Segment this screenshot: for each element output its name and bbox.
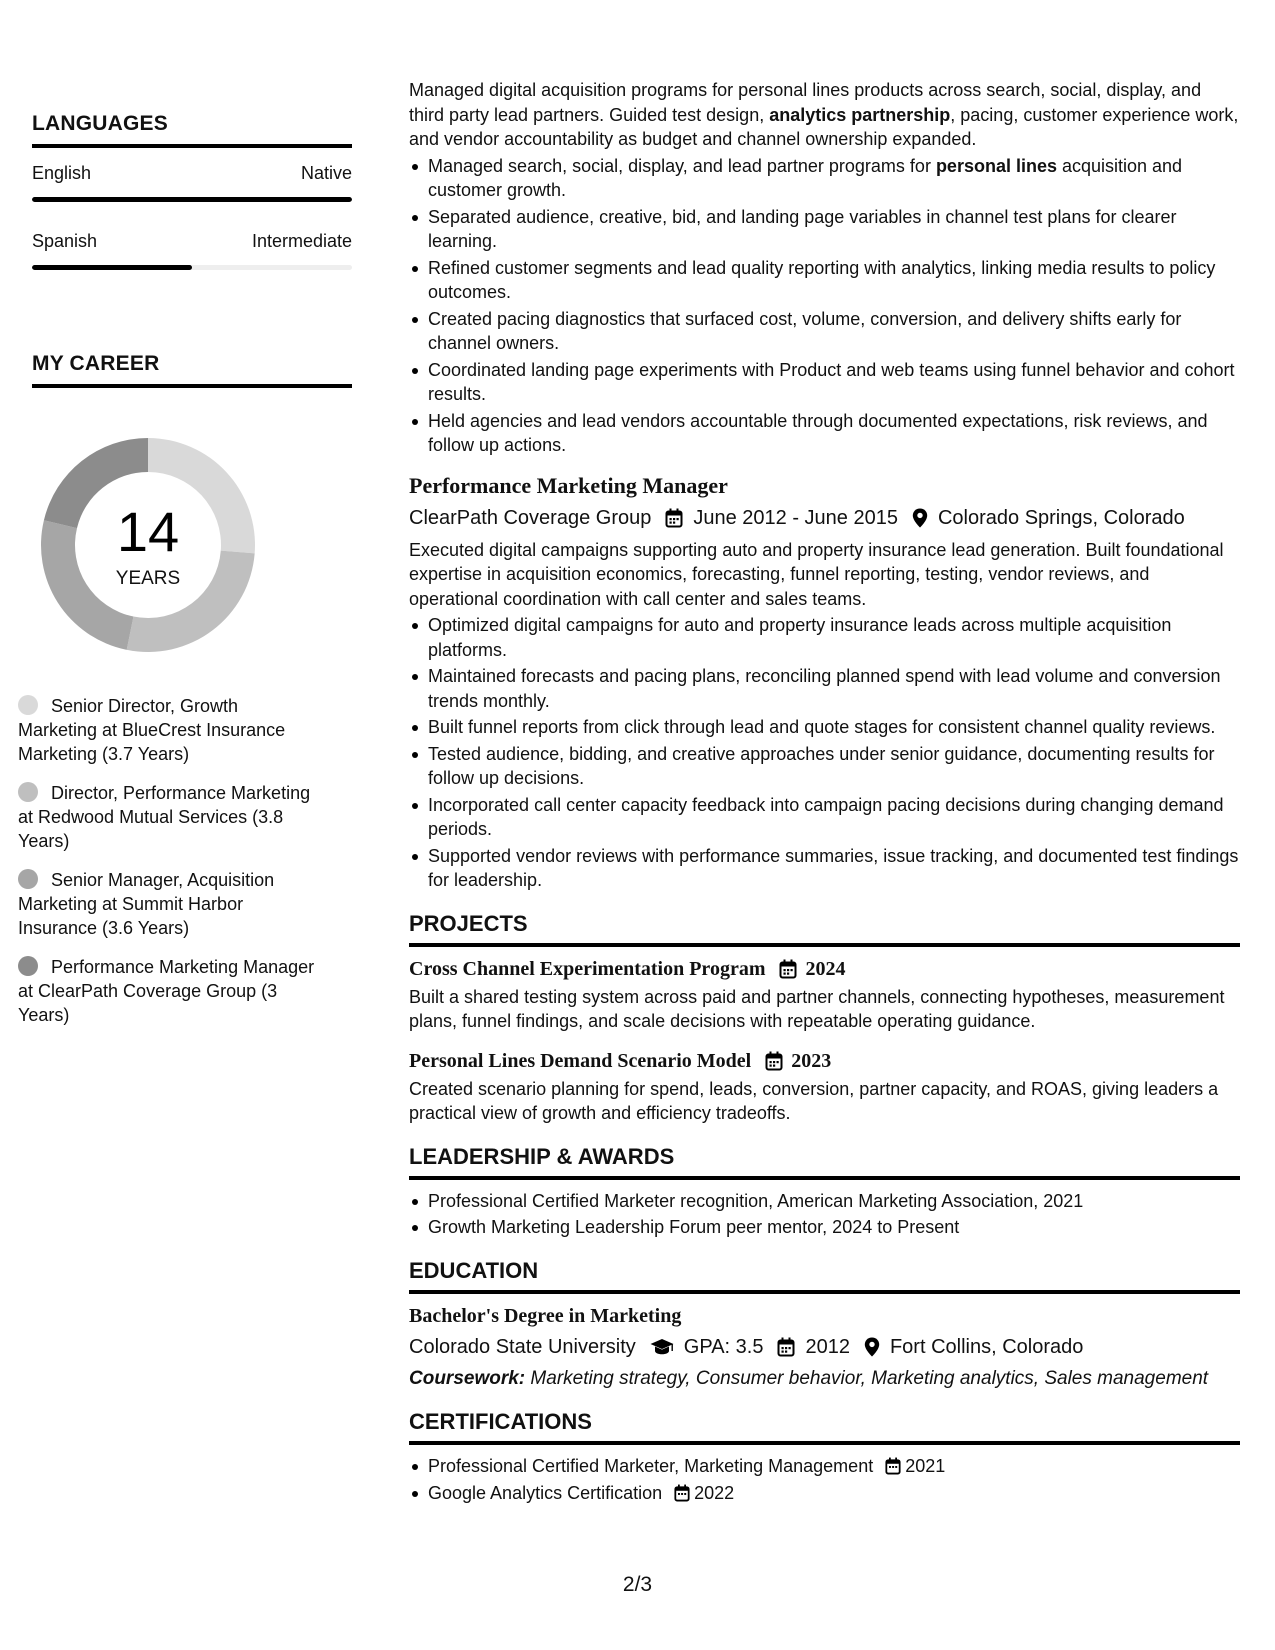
legend-dot	[18, 782, 38, 802]
job-summary: Executed digital campaigns supporting auto and property insurance lead generation. Built foundational expertise in acquisition economics, forecasting, funnel reporting, testing, vendor reviews, and operational coordination with call center and sales teams.	[409, 539, 1224, 609]
coursework-label: Coursework:	[409, 1367, 526, 1389]
legend-dot	[18, 695, 38, 715]
bullet-text: acquisition and customer growth.	[428, 155, 1183, 200]
map-pin-icon	[864, 1337, 880, 1357]
language-name: Spanish	[32, 231, 98, 251]
career-heading: MY CAREER	[32, 352, 352, 388]
career-role-text: Senior Director, Growth Marketing at BlueCrest Insurance Marketing (3.7 Years)	[18, 696, 286, 764]
graduation-cap-icon	[650, 1338, 674, 1356]
bullet-item: Growth Marketing Leadership Forum peer mentor, 2024 to Present	[409, 1215, 1240, 1240]
bullet-item: Built funnel reports from click through lead and quote stages for consistent channel quality reviews.	[409, 715, 1240, 740]
certification-name: Google Analytics Certification	[428, 1482, 663, 1503]
summary-text: Managed digital acquisition programs for personal lines products across search, social, display, and third party lead partners. Guided test design,	[409, 80, 1202, 125]
project-title-row	[409, 956, 1240, 982]
language-bar-spanish	[32, 265, 352, 270]
bullet-item: Coordinated landing page experiments with Product and web teams using funnel behavior and cohort results.	[409, 358, 1240, 407]
project-description: Built a shared testing system across paid and partner channels, connecting hypotheses, measurement plans, funnel findings, and scale decisions with repeatable operating guidance.	[409, 986, 1225, 1031]
career-donut-chart	[35, 432, 261, 658]
map-pin-icon	[912, 508, 928, 528]
project-title: Cross Channel Experimentation Program	[409, 957, 766, 980]
career-role-text: Performance Marketing Manager at ClearPath Coverage Group (3 Years)	[18, 957, 315, 1025]
career-years-number: 14	[116, 500, 180, 563]
bullet-item: Maintained forecasts and pacing plans, reconciling planned spend with lead volume and conversion trends monthly.	[409, 664, 1240, 713]
calendar-icon	[885, 1457, 901, 1475]
career-role-item	[18, 955, 318, 1027]
leadership-heading: LEADERSHIP & AWARDS	[409, 1144, 1240, 1180]
languages-heading: LANGUAGES	[32, 112, 352, 148]
job-dates: June 2012 - June 2015	[693, 506, 898, 529]
certification-year: 2021	[905, 1456, 946, 1476]
donut-segment	[127, 551, 255, 652]
job-summary	[409, 78, 1240, 152]
legend-dot	[18, 956, 38, 976]
language-name: English	[32, 163, 92, 183]
language-level: Native	[300, 163, 352, 183]
bullet-item: Held agencies and lead vendors accountable through documented expectations, risk reviews, and follow up actions.	[409, 409, 1240, 458]
bullet-item: Supported vendor reviews with performance summaries, issue tracking, and documented test findings for leadership.	[409, 844, 1240, 893]
coursework	[409, 1367, 1240, 1392]
calendar-icon	[765, 1051, 783, 1071]
company-name: ClearPath Coverage Group	[409, 506, 652, 529]
project-year: 2024	[805, 957, 846, 980]
career-role-text: Senior Manager, Acquisition Marketing at Summit Harbor Insurance (3.6 Years)	[18, 870, 275, 938]
summary-text: , pacing, customer experience work, and vendor accountability as budget and channel ownership expanded.	[409, 104, 1239, 149]
bullet-item: Refined customer segments and lead quality reporting with analytics, linking media results to policy outcomes.	[409, 256, 1240, 305]
calendar-icon	[674, 1484, 690, 1502]
job-title: Performance Marketing Manager	[409, 472, 728, 498]
language-level: Intermediate	[251, 231, 352, 251]
project-title: Personal Lines Demand Scenario Model	[409, 1049, 752, 1072]
bullet-item: Professional Certified Marketer recognition, American Marketing Association, 2021	[409, 1189, 1240, 1214]
career-role-item	[18, 781, 318, 853]
certification-name: Professional Certified Marketer, Marketing Management	[428, 1456, 874, 1476]
language-bar-english	[32, 197, 352, 202]
job-bullets	[409, 154, 1240, 458]
career-role-item	[18, 694, 318, 766]
right-column	[409, 78, 1240, 1507]
language-row-english	[32, 163, 352, 184]
career-role-text: Director, Performance Marketing at Redwood Mutual Services (3.8 Years)	[18, 783, 311, 851]
job-bullets	[409, 613, 1240, 893]
job-meta	[409, 504, 1240, 532]
certifications-heading: CERTIFICATIONS	[409, 1409, 1240, 1445]
school-name: Colorado State University	[409, 1335, 636, 1358]
page-number: 2/3	[622, 1573, 653, 1596]
certification-item	[409, 1481, 1240, 1506]
career-role-item	[18, 868, 318, 940]
legend-dot	[18, 869, 38, 889]
career-years-label: YEARS	[115, 568, 181, 589]
education-meta	[409, 1333, 1240, 1361]
bullet-item	[409, 154, 1240, 203]
language-bar-fill	[32, 197, 352, 202]
degree-title: Bachelor's Degree in Marketing	[409, 1304, 682, 1327]
project-title-row	[409, 1048, 1240, 1074]
bullet-item: Incorporated call center capacity feedback into campaign pacing decisions during changing demand periods.	[409, 793, 1240, 842]
gpa: GPA: 3.5	[683, 1335, 764, 1358]
summary-bold: analytics partnership	[769, 104, 951, 125]
calendar-icon	[779, 959, 797, 979]
coursework-text: Marketing strategy, Consumer behavior, Marketing analytics, Sales management	[525, 1367, 1209, 1389]
certification-item	[409, 1454, 1240, 1479]
certification-year: 2022	[694, 1482, 735, 1503]
graduation-year: 2012	[805, 1335, 850, 1358]
project-description: Created scenario planning for spend, leads, conversion, partner capacity, and ROAS, giving leaders a practical view of growth and efficiency tradeoffs.	[409, 1078, 1219, 1123]
calendar-icon	[777, 1337, 795, 1357]
language-row-spanish	[32, 231, 352, 252]
project-year: 2023	[791, 1049, 832, 1072]
leadership-list	[409, 1189, 1240, 1240]
bullet-text: Managed search, social, display, and lead partner programs for	[428, 155, 936, 176]
bullet-item: Optimized digital campaigns for auto and property insurance leads across multiple acquisition platforms.	[409, 613, 1240, 662]
language-bar-fill	[32, 265, 192, 270]
education-heading: EDUCATION	[409, 1258, 1240, 1294]
certifications-list	[409, 1454, 1240, 1505]
calendar-icon	[665, 508, 683, 528]
bullet-item: Tested audience, bidding, and creative approaches under senior guidance, documenting results for follow up decisions.	[409, 742, 1240, 791]
bullet-item: Separated audience, creative, bid, and landing page variables in channel test plans for clearer learning.	[409, 205, 1240, 254]
projects-heading: PROJECTS	[409, 911, 1240, 947]
bullet-item: Created pacing diagnostics that surfaced cost, volume, conversion, and delivery shifts early for channel owners.	[409, 307, 1240, 356]
bullet-bold: personal lines	[935, 155, 1057, 176]
school-location: Fort Collins, Colorado	[889, 1335, 1084, 1358]
job-location: Colorado Springs, Colorado	[937, 506, 1185, 529]
